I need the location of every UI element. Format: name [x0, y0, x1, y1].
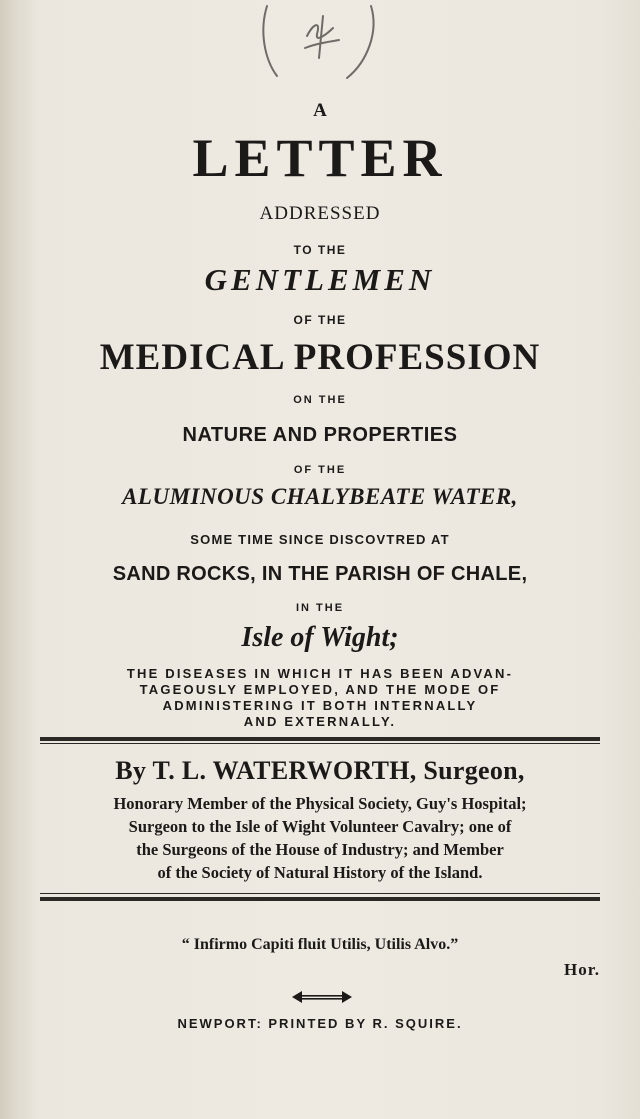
page-title: LETTER: [192, 128, 448, 188]
diseases-line: ADMINISTERING IT BOTH INTERNALLY: [162, 698, 478, 713]
preface-article: A: [313, 100, 327, 121]
credentials-line: the Surgeons of the House of Industry; and Member: [136, 840, 504, 859]
water-name-line: ALUMINOUS CHALYBEATE WATER,: [122, 484, 518, 509]
credentials-line: Surgeon to the Isle of Wight Volunteer Cavalry; one of: [128, 817, 512, 836]
location-line: SAND ROCKS, IN THE PARISH OF CHALE,: [112, 563, 528, 585]
of-the-line-2: OF THE: [293, 464, 347, 476]
author-credentials: [40, 792, 600, 884]
diseases-line: AND EXTERNALLY.: [243, 714, 397, 729]
divider-rule-thin-2: [40, 893, 600, 894]
divider-rule-2: [40, 897, 600, 901]
of-the-line: OF THE: [293, 313, 347, 327]
credentials-line: Honorary Member of the Physical Society, Guy's Hospital;: [113, 794, 527, 813]
ornament-rule-icon: [290, 990, 354, 1004]
recipients-line: GENTLEMEN: [204, 262, 436, 297]
isle-line: Isle of Wight;: [241, 622, 399, 653]
divider-rule: [40, 737, 600, 741]
author-byline: By T. L. WATERWORTH, Surgeon,: [115, 756, 525, 785]
handwritten-mark: [255, 2, 385, 84]
imprint: NEWPORT: PRINTED BY R. SQUIRE.: [177, 1016, 463, 1031]
on-the-line: ON THE: [293, 394, 347, 406]
to-the-line: TO THE: [293, 243, 347, 257]
epigraph-attribution: Hor.: [564, 960, 600, 979]
divider-rule-thin: [40, 743, 600, 744]
diseases-paragraph: [40, 666, 600, 730]
diseases-line: TAGEOUSLY EMPLOYED, AND THE MODE OF: [139, 682, 501, 697]
subject-line: NATURE AND PROPERTIES: [182, 424, 458, 446]
profession-line: MEDICAL PROFESSION: [99, 337, 541, 378]
in-the-line: IN THE: [295, 602, 345, 614]
discovered-line: SOME TIME SINCE DISCOVTRED AT: [190, 532, 450, 547]
credentials-line: of the Society of Natural History of the Island.: [157, 863, 483, 882]
addressed-line: ADDRESSED: [259, 203, 381, 224]
epigraph-quote: “ Infirmo Capiti fluit Utilis, Utilis Alvo.”: [181, 936, 459, 953]
diseases-line: THE DISEASES IN WHICH IT HAS BEEN ADVAN-: [126, 666, 514, 681]
